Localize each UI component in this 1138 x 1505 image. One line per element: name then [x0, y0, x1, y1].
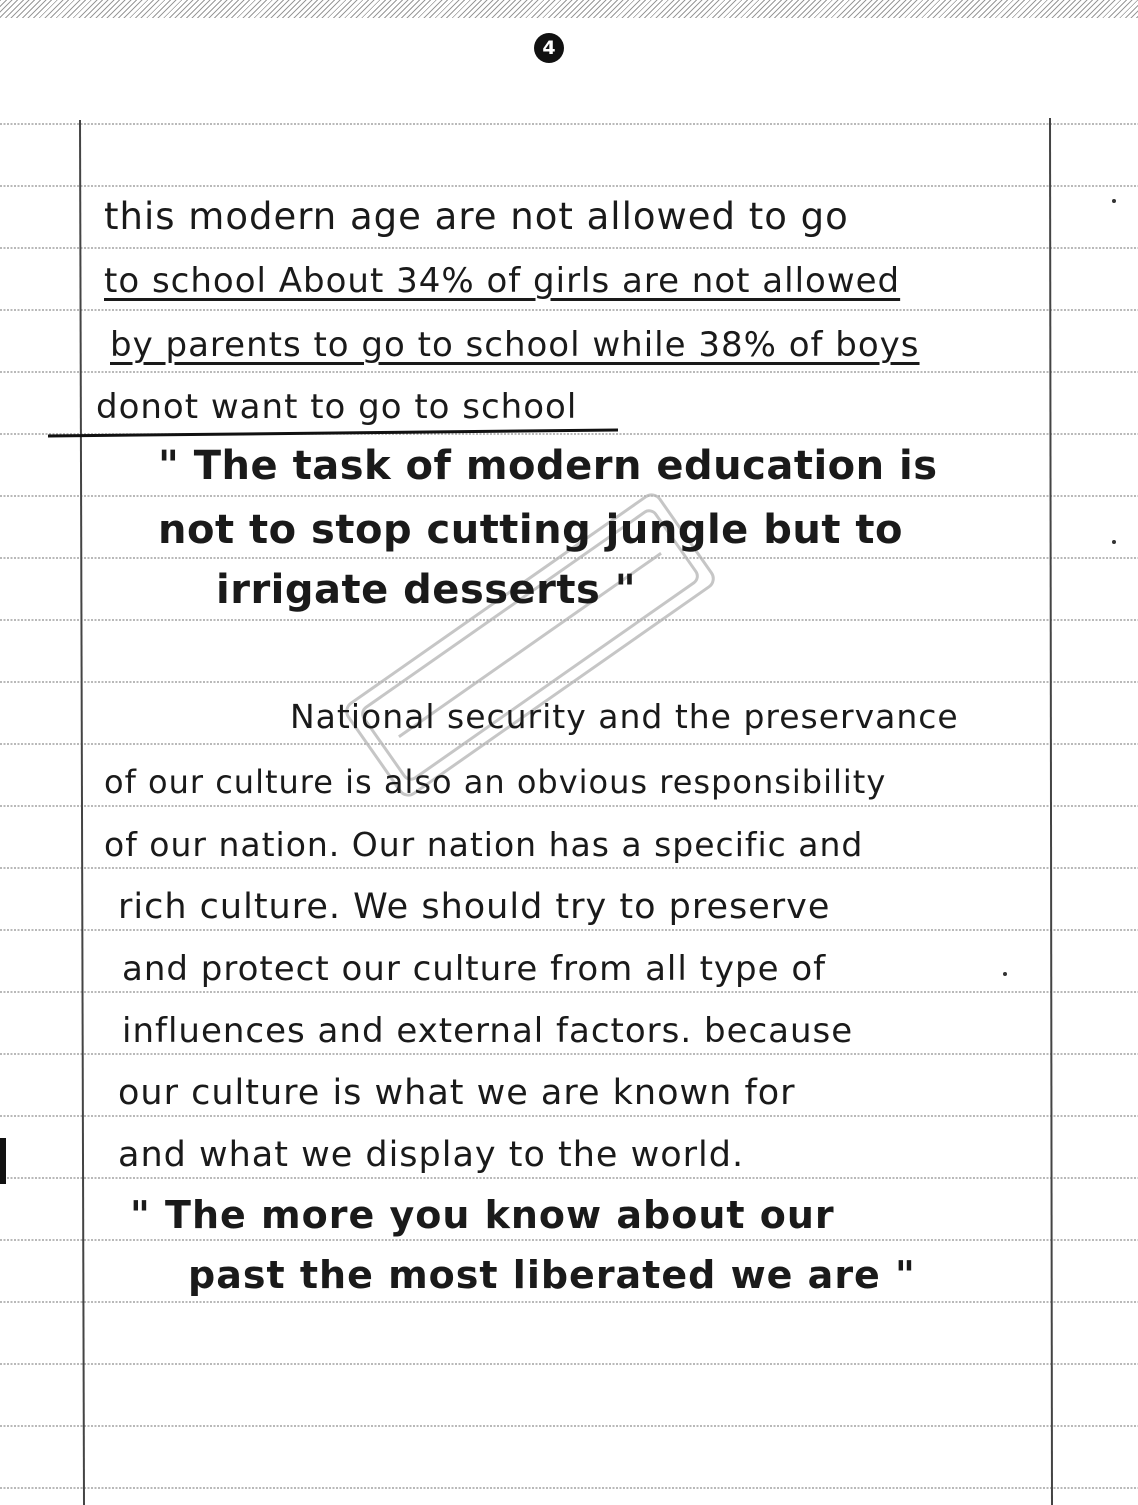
- paragraph-line: and protect our culture from all type of: [122, 949, 827, 989]
- paragraph-line: our culture is what we are known for: [118, 1073, 796, 1113]
- ink-dot: [1112, 540, 1116, 544]
- paragraph-line: of our nation. Our nation has a specific and: [104, 825, 864, 864]
- text-line-underlined: to school About 34% of girls are not allowed: [104, 261, 901, 301]
- paragraph-line: National security and the preservance: [290, 697, 959, 736]
- ink-dot: [1003, 972, 1007, 976]
- paragraph-line: and what we display to the world.: [118, 1135, 745, 1175]
- quote-line: past the most liberated we are ": [188, 1253, 916, 1297]
- paragraph-line: rich culture. We should try to preserve: [118, 887, 831, 927]
- page-number-badge: 4: [534, 33, 564, 63]
- ink-dot: [1112, 199, 1116, 203]
- quote-line: irrigate desserts ": [216, 567, 637, 613]
- text-line: donot want to go to school: [96, 387, 578, 427]
- paragraph-line: influences and external factors. because: [122, 1011, 854, 1051]
- edge-mark: [0, 1138, 6, 1184]
- paragraph-line: of our culture is also an obvious responsibility: [104, 763, 887, 801]
- text-line-underlined: by parents to go to school while 38% of boys: [110, 325, 920, 365]
- text-line: this modern age are not allowed to go: [104, 195, 849, 238]
- quote-line: not to stop cutting jungle but to: [158, 507, 903, 553]
- quote-line: " The more you know about our: [130, 1193, 835, 1237]
- quote-line: " The task of modern education is: [158, 443, 938, 489]
